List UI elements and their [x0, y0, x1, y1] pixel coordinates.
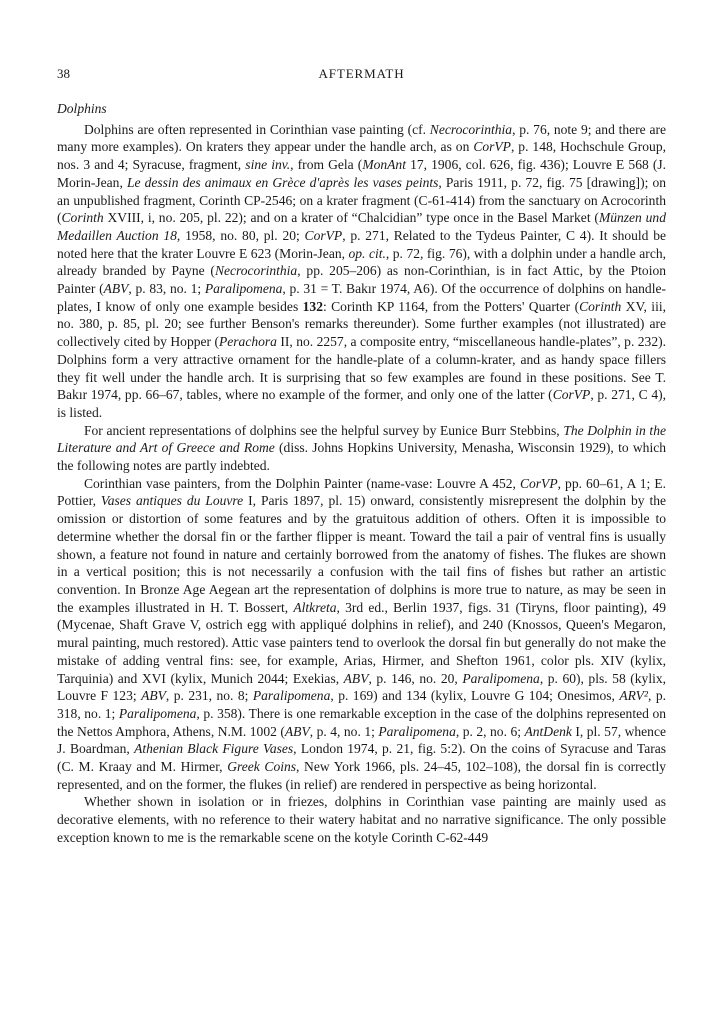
italic-citation: op. cit.	[348, 245, 386, 261]
text-run: , pp. 205–206) as non-Corinthian, is in fact Attic, by the Ptoion Painter (	[57, 263, 666, 297]
text-run: , p. 318, no. 1;	[57, 688, 666, 721]
text-run: , 3rd ed., Berlin 1937, figs. 31 (Tiryns, floor painting), 49 (Mycenae, Shaft Grave V, ostrich egg with appliqué dolphins in relief), and 240 (Knossos, Queen's Megaron, mural painting, much restored). Attic vase painters tend to overlook the dorsal fin but generally do not make the mistake of adding ventral fins: see, for example, Arias, Hirmer, and Shefton 1961, color pls. XIV (kylix, Tarquinia) and XVI (kylix, Munich 2044; Exekias,	[57, 599, 666, 686]
text-run: II, no. 2257, a composite entry, “miscellaneous handle-plates”, p. 232). Dolphins form a very attractive ornament for the handle-plate of a column-krater, and as handy space fillers they fit well under the handle arch. It is surprising that so few examples are found in these positions. See T. Bakır 1974, pp. 66–67, tables, where no example of the former, and only one of the latter (	[57, 334, 666, 403]
italic-citation: sine inv.	[245, 157, 291, 173]
text-run: , p. 60), pls. 58 (kylix, Louvre F 123;	[57, 670, 667, 704]
section-title: Dolphins	[57, 101, 107, 116]
italic-citation: Münzen und Medaillen Auction 18	[57, 210, 666, 243]
italic-citation: CorVP	[552, 387, 591, 403]
text-run: , p. 72, fig. 76), with a dolphin under a handle arch, already branded by Payne (	[57, 245, 666, 279]
italic-citation: ARV²	[619, 688, 648, 704]
text-run: , p. 146, no. 20,	[368, 670, 463, 686]
text-run: , p. 271, C 4), is listed.	[57, 387, 666, 420]
text-run: I, Paris 1897, pl. 15) onward, consistently misrepresent the dolphin by the omission or distortion of some features and by the gratuitous addition of others. Often it is impossible to determine whether the dorsal fin or the farther flipper is meant. Toward the tail a pair of ventral fins is usually shown, a feature not found in nature and certainly borrowed from the anatomy of fishes. The flukes are shown in a vertical position; this is not necessarily a confusion with the tail fins of fishes but rather an artistic convention. In Bronze Age Aegean art the representation of dolphins is more true to nature, as may be seen in the examples illustrated in H. T. Bossert,	[57, 493, 667, 615]
italic-citation: Athenian Black Figure Vases	[134, 741, 294, 757]
text-run: , p. 76, note 9; and there are many more examples). On kraters they appear under the handle arch, as on	[57, 121, 666, 155]
text-run: , pp. 60–61, A 1; E. Pottier,	[57, 475, 666, 509]
page-number: 38	[57, 66, 70, 81]
italic-citation: Paralipomena	[204, 281, 283, 297]
paragraph-container	[57, 121, 666, 847]
text-run: , p. 169) and 134 (kylix, Louvre G 104; Onesimos,	[330, 688, 620, 704]
text-run: Whether shown in isolation or in friezes, dolphins in Corinthian vase painting are mainly used as decorative elements, with no reference to their watery habitat and no narrative significance. The only possible exception known to me is the remarkable scene on the kotyle Corinth C-62-449	[57, 794, 666, 845]
text-run: , Paris 1911, p. 72, fig. 75 [drawing]); on an unpublished fragment, Corinth CP-2546; on a krater fragment (C-61-414) from the sanctuary on Acrocorinth (	[57, 174, 666, 226]
italic-citation: Paralipomena	[378, 723, 456, 739]
text-run: , p. 358). There is one remarkable exception in the case of the dolphins represented on the Nettos Amphora, Athens, N.M. 1002 (	[57, 705, 666, 739]
text-run: , London 1974, p. 21, fig. 5:2). On the coins of Syracuse and Taras (C. M. Kraay and M. Hirmer,	[57, 741, 666, 775]
running-head: AFTERMATH	[318, 66, 405, 81]
paragraph	[57, 422, 666, 475]
italic-citation: AntDenk	[524, 723, 572, 739]
text-run: XV, iii, no. 380, p. 85, pl. 20; see further Benson's remarks thereunder). Some further examples (not illustrated) are collectively cited by Hopper (	[57, 298, 666, 350]
italic-citation: Necrocorinthia	[214, 263, 298, 279]
italic-citation: Paralipomena	[252, 688, 331, 704]
text-run: , p. 83, no. 1;	[128, 281, 205, 297]
body-text	[57, 100, 666, 847]
italic-citation: ABV	[141, 688, 166, 704]
italic-citation: Le dessin des animaux en Grèce d'après les vases peints	[126, 174, 439, 190]
text-run: I, pl. 57, whence J. Boardman,	[57, 723, 666, 757]
text-run: Corinthian vase painters, from the Dolphin Painter (name-vase: Louvre A 452,	[84, 475, 520, 491]
text-run: , New York 1966, pls. 24–45, 102–108), the dorsal fin is correctly represented, and on the former, the flukes (in relief) are rendered in perspective as being horizontal.	[57, 759, 666, 792]
italic-citation: Paralipomena	[462, 670, 540, 686]
italic-citation: CorVP	[473, 139, 511, 155]
text-run: : Corinth KP 1164, from the Potters' Quarter (	[322, 298, 580, 314]
italic-citation: ABV	[103, 281, 129, 297]
italic-citation: CorVP	[304, 227, 343, 243]
text-run: , p. 31 = T. Bakır 1974, A6). Of the occurrence of dolphins on handle-plates, I know of only one example besides	[57, 281, 666, 314]
text-run: XVIII, i, no. 205, pl. 22); and on a krater of “Chalcidian” type once in the Basel Market (	[103, 210, 599, 226]
italic-citation: MonAnt	[362, 157, 406, 173]
paragraph	[57, 475, 666, 794]
italic-citation: The Dolphin in the Literature and Art of Greece and Rome	[57, 422, 666, 456]
text-run: 17, 1906, col. 626, fig. 436); Louvre E 568 (J. Morin-Jean,	[57, 157, 667, 190]
text-run: , from Gela (	[290, 157, 363, 173]
paragraph	[57, 121, 666, 422]
italic-citation: CorVP	[519, 475, 558, 491]
text-run: (diss. Johns Hopkins University, Menasha, Wisconsin 1929), to which the following notes are partly indebted.	[57, 440, 666, 474]
page-header	[57, 66, 666, 84]
text-run: Dolphins are often represented in Corinthian vase painting (cf.	[84, 121, 430, 137]
text-run: , p. 231, no. 8;	[165, 688, 253, 704]
bold-catalogue-number: 132	[302, 298, 323, 314]
italic-citation: ABV	[343, 670, 369, 686]
italic-citation: Corinth	[61, 210, 104, 226]
text-run: For ancient representations of dolphins see the helpful survey by Eunice Burr Stebbins,	[84, 422, 564, 438]
italic-citation: Altkreta	[293, 599, 337, 615]
italic-citation: Greek Coins	[227, 759, 297, 775]
paragraph	[57, 793, 666, 846]
text-run: , p. 271, Related to the Tydeus Painter, C 4). It should be noted here that the krater Louvre E 623 (Morin-Jean,	[57, 227, 666, 261]
italic-citation: Perachora	[218, 334, 277, 350]
italic-citation: Necrocorinthia	[429, 121, 513, 137]
text-run: , p. 4, no. 1;	[309, 723, 379, 739]
text-run: , 1958, no. 80, pl. 20;	[176, 227, 305, 243]
italic-citation: Paralipomena	[118, 705, 197, 721]
text-run: , p. 148, Hochschule Group, nos. 3 and 4; Syracuse, fragment,	[57, 139, 666, 173]
italic-citation: Corinth	[579, 298, 622, 314]
italic-citation: Vases antiques du Louvre	[100, 493, 244, 509]
text-run: , p. 2, no. 6;	[455, 723, 525, 739]
italic-citation: ABV	[284, 723, 310, 739]
